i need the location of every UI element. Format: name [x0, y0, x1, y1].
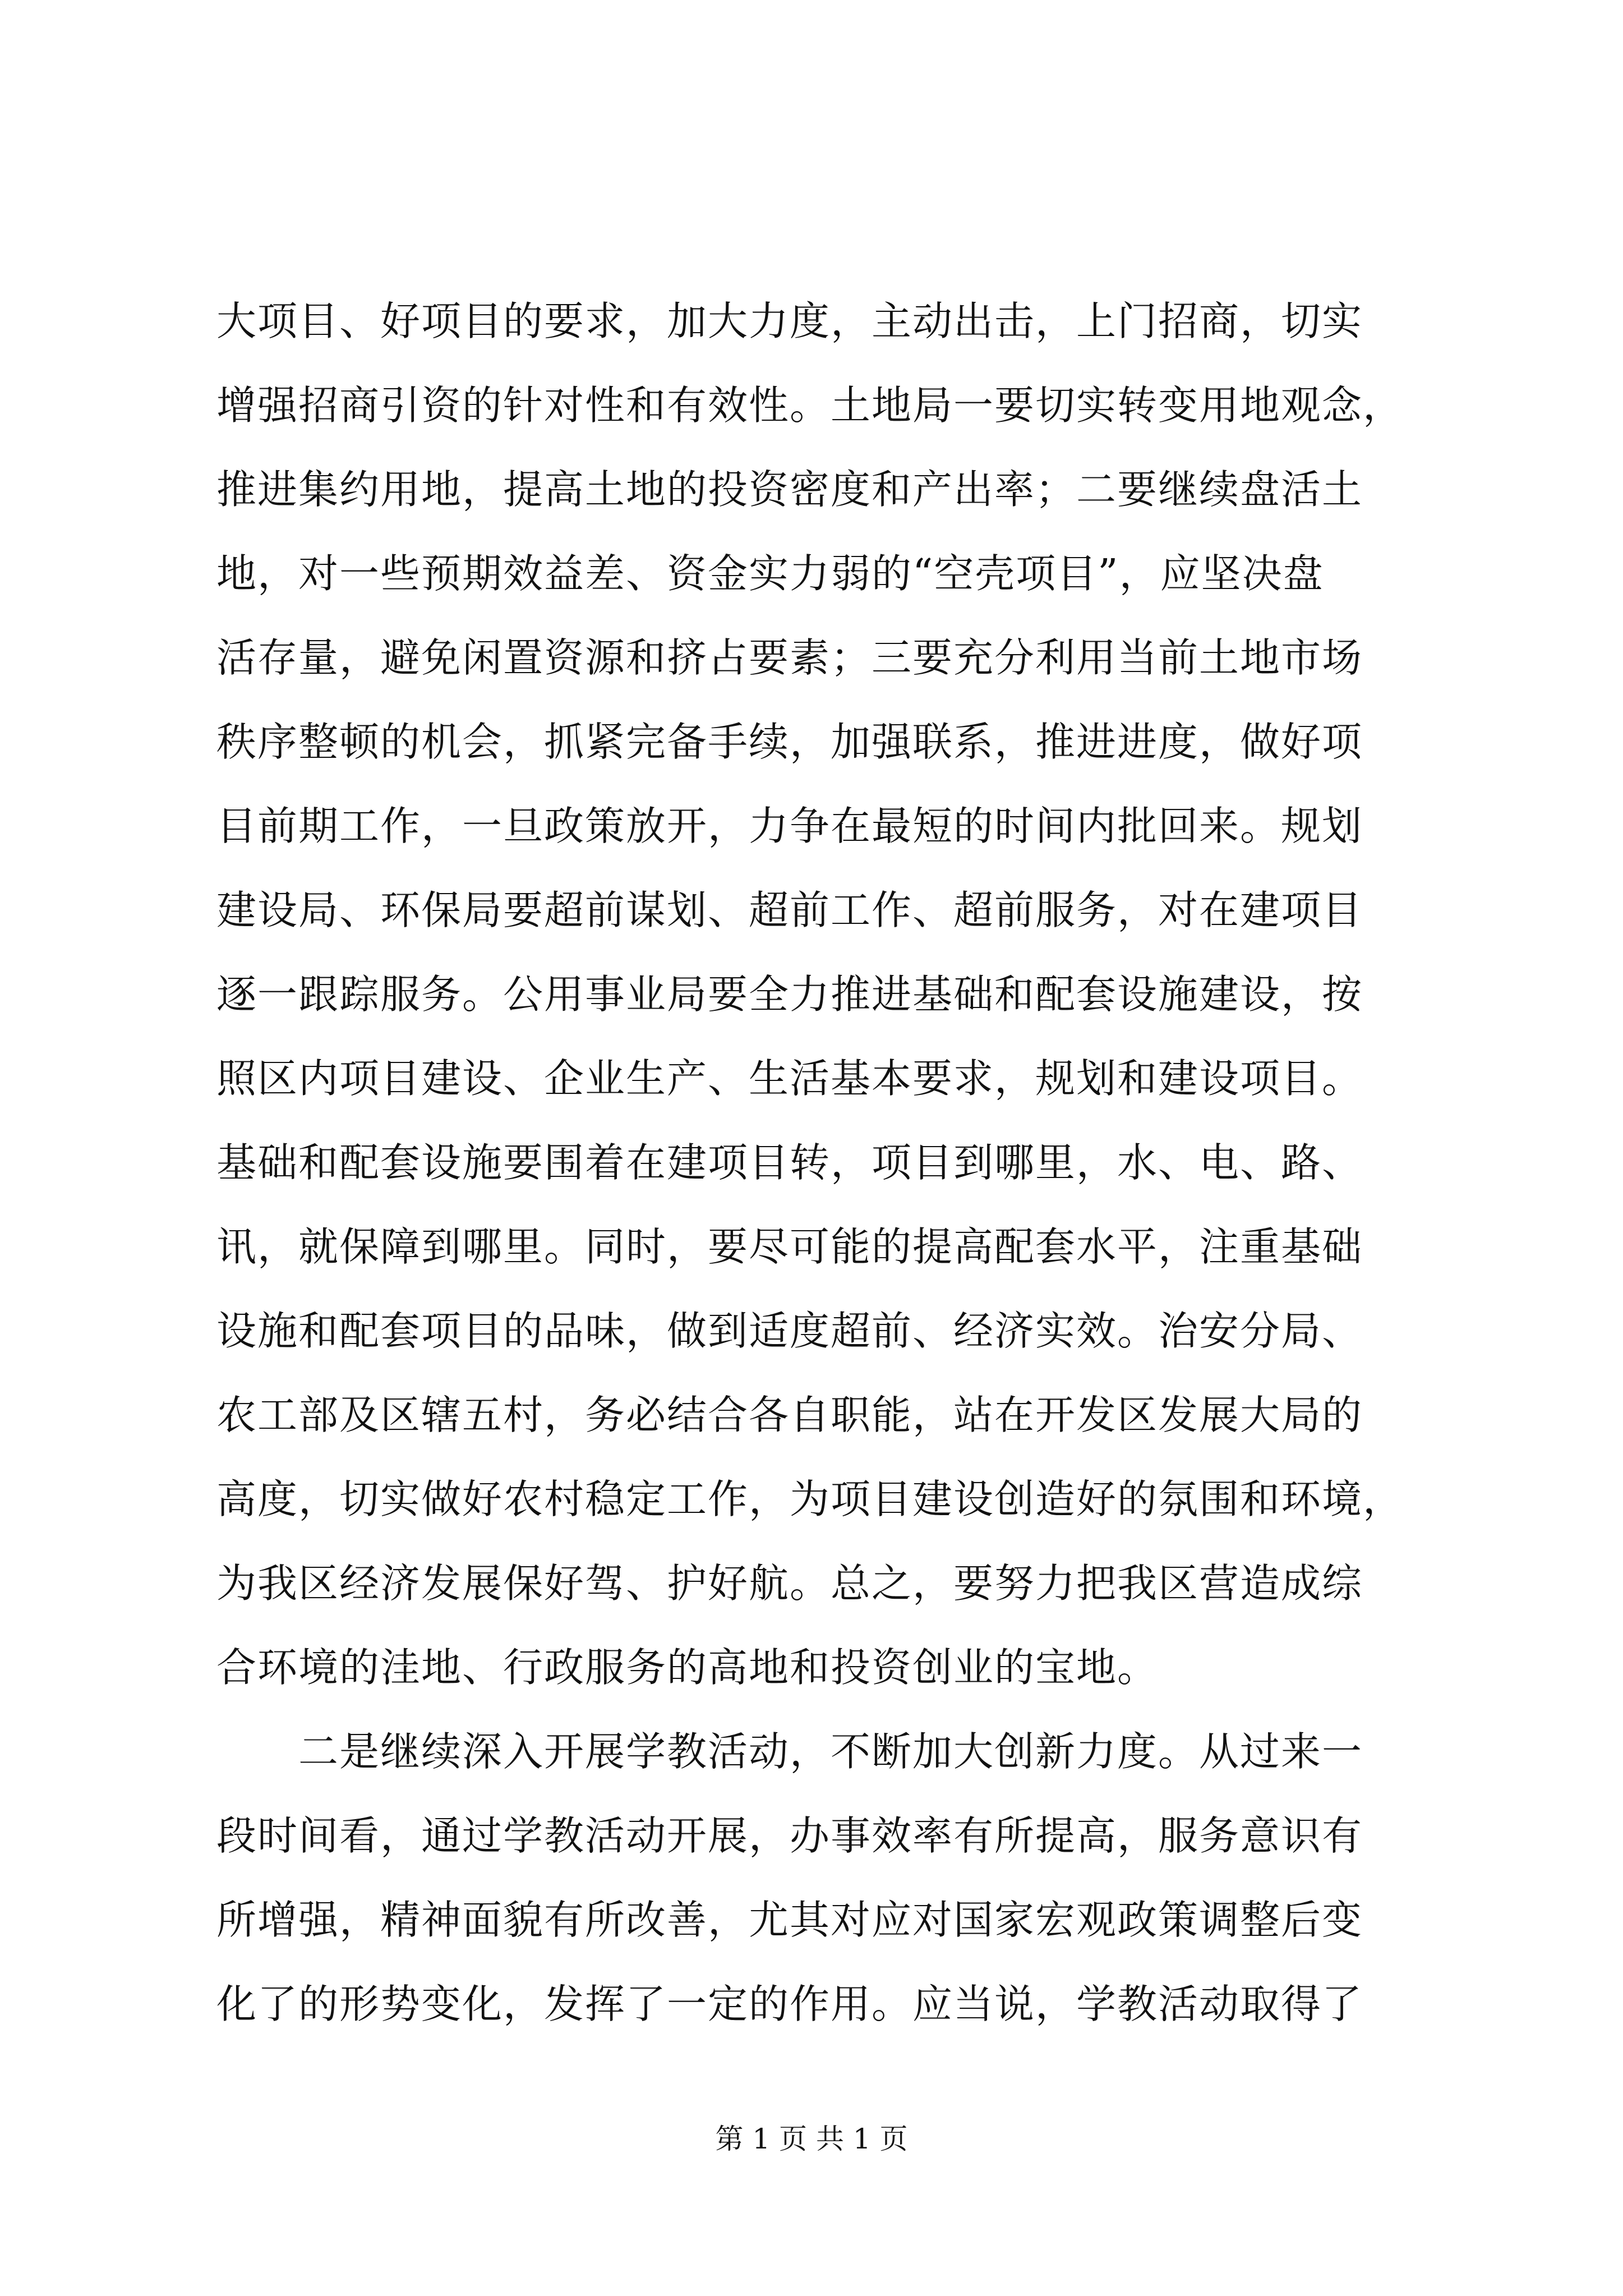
text-line: 基础和配套设施要围着在建项目转，项目到哪里，水、电、路、	[216, 1139, 1363, 1186]
text-line: 秩序整顿的机会，抓紧完备手续，加强联系，推进进度，做好项	[216, 719, 1363, 765]
text-line: 地，对一些预期效益差、资金实力弱的“空壳项目”，应坚决盘	[216, 550, 1324, 597]
text-line: 活存量，避免闲置资源和挤占要素；三要充分利用当前土地市场	[216, 634, 1363, 681]
text-line: 化了的形势变化，发挥了一定的作用。应当说，学教活动取得了	[216, 1981, 1363, 2027]
text-line: 建设局、环保局要超前谋划、超前工作、超前服务，对在建项目	[216, 887, 1363, 933]
text-line: 所增强，精神面貌有所改善，尤其对应对国家宏观政策调整后变	[216, 1897, 1363, 1943]
text-line: 合环境的洼地、行政服务的高地和投资创业的宝地。	[216, 1644, 1159, 1691]
text-line: 逐一跟踪服务。公用事业局要全力推进基础和配套设施建设，按	[216, 971, 1363, 1018]
text-line: 为我区经济发展保好驾、护好航。总之，要努力把我区营造成综	[216, 1560, 1363, 1607]
text-line: 农工部及区辖五村，务必结合各自职能，站在开发区发展大局的	[216, 1392, 1363, 1438]
text-line: 推进集约用地，提高土地的投资密度和产出率；二要继续盘活土	[216, 466, 1363, 513]
text-line: 目前期工作，一旦政策放开，力争在最短的时间内批回来。规划	[216, 803, 1363, 849]
text-line: 讯，就保障到哪里。同时，要尽可能的提高配套水平，注重基础	[216, 1223, 1363, 1270]
text-line: 照区内项目建设、企业生产、生活基本要求，规划和建设项目。	[216, 1055, 1363, 1102]
text-line: 设施和配套项目的品味，做到适度超前、经济实效。治安分局、	[216, 1308, 1363, 1354]
text-line: 大项目、好项目的要求，加大力度，主动出击，上门招商，切实	[216, 298, 1363, 344]
text-line: 段时间看，通过学教活动开展，办事效率有所提高，服务意识有	[216, 1812, 1363, 1859]
text-line: 高度，切实做好农村稳定工作，为项目建设创造好的氛围和环境，	[216, 1476, 1404, 1522]
text-line: 增强招商引资的针对性和有效性。土地局一要切实转变用地观念，	[216, 382, 1404, 429]
text-line: 二是继续深入开展学教活动，不断加大创新力度。从过来一	[216, 1728, 1363, 1775]
page-footer: 第 1 页 共 1 页	[715, 2123, 908, 2155]
